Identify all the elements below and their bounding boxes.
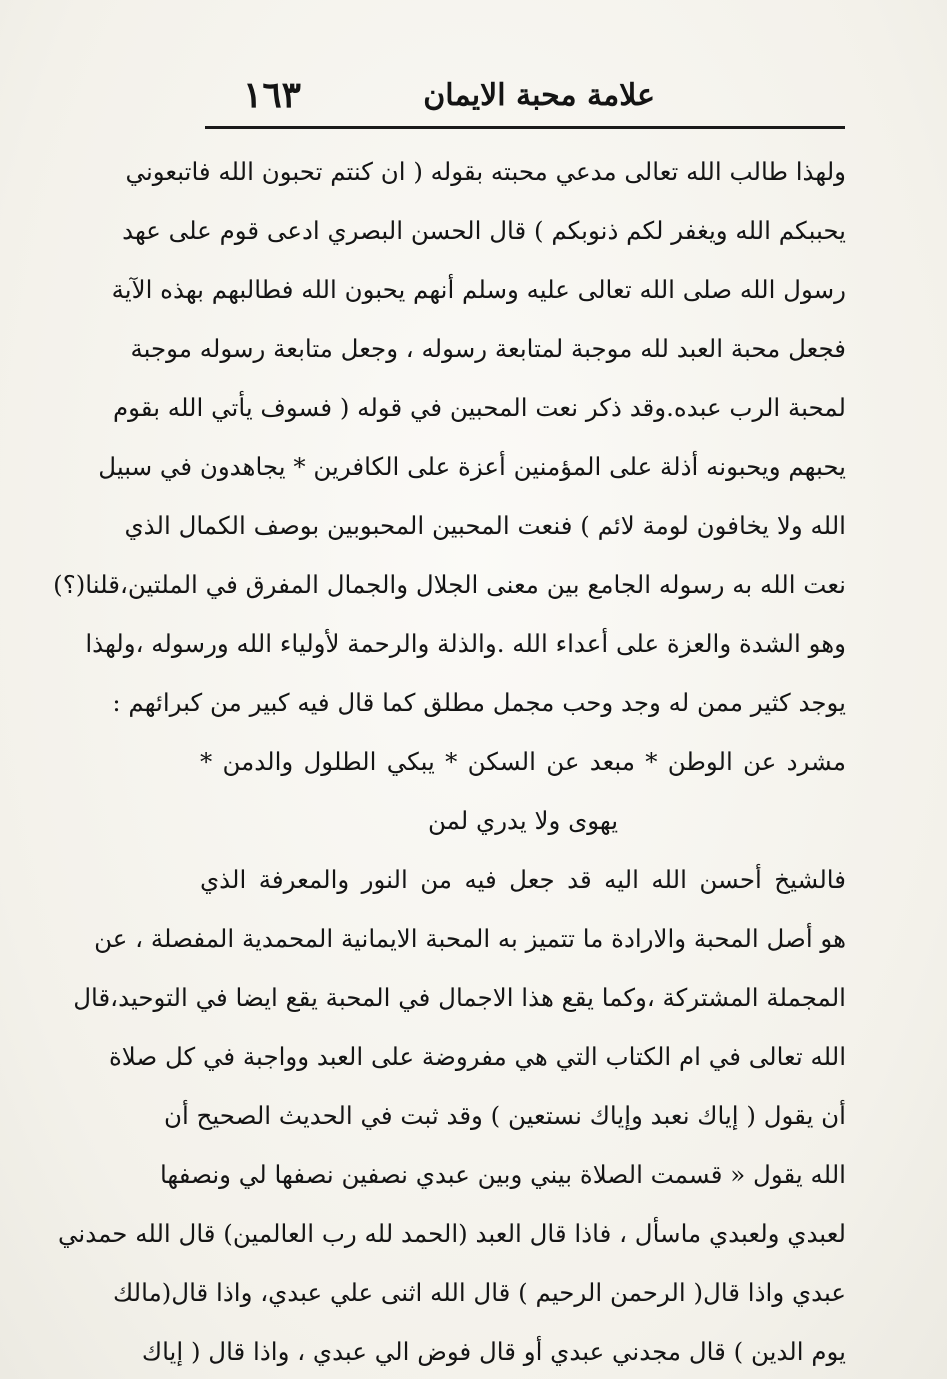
text-line: ولهذا طالب الله تعالى مدعي محبته بقوله ( ان كنتم تحبون الله فاتبعوني (125, 157, 846, 186)
text-line: يحببكم الله ويغفر لكم ذنوبكم ) قال الحسن البصري ادعى قوم على عهد (122, 216, 846, 245)
text-line: لعبدي ولعبدي ماسأل ، فاذا قال العبد (الحمد لله رب العالمين) قال الله حمدني (58, 1219, 846, 1248)
text-line: لمحبة الرب عبده.وقد ذكر نعت المحبين في قوله ( فسوف يأتي الله بقوم (112, 393, 846, 422)
text-line: هو أصل المحبة والارادة ما تتميز به المحبة الايمانية المحمدية المفصلة ، عن (94, 924, 846, 953)
text-line: يوم الدين ) قال مجدني عبدي أو قال فوض الي عبدي ، واذا قال ( إياك (141, 1337, 846, 1366)
text-line: عبدي واذا قال( الرحمن الرحيم ) قال الله اثنى علي عبدي، واذا قال(مالك (113, 1278, 846, 1307)
running-title: علامة محبة الايمان (423, 78, 655, 113)
text-line: فالشيخ أحسن الله اليه قد جعل فيه من النور والمعرفة الذي (200, 865, 846, 894)
header-rule (205, 126, 845, 129)
verse-line: يهوى ولا يدري لمن (427, 806, 619, 835)
verse-line: مشرد عن الوطن * مبعد عن السكن * يبكي الطلول والدمن * (200, 747, 846, 776)
text-line: أن يقول ( إياك نعبد وإياك نستعين ) وقد ثبت في الحديث الصحيح أن (163, 1101, 846, 1130)
running-header (205, 74, 845, 122)
text-line: نعت الله به رسوله الجامع بين معنى الجلال والجمال المفرق في الملتين،قلنا(؟) (53, 570, 846, 599)
text-line: الله ولا يخافون لومة لائم ) فنعت المحبين المحبوبين بوصف الكمال الذي (124, 511, 846, 540)
page-number: ١٦٣ (243, 74, 302, 116)
text-line: الله يقول « قسمت الصلاة بيني وبين عبدي نصفين نصفها لي ونصفها (159, 1160, 846, 1189)
text-line: المجملة المشتركة ،وكما يقع هذا الاجمال في المحبة يقع ايضا في التوحيد،قال (73, 983, 846, 1012)
text-line: وهو الشدة والعزة على أعداء الله .والذلة والرحمة لأولياء الله ورسوله ،ولهذا (85, 629, 846, 658)
text-line: فجعل محبة العبد لله موجبة لمتابعة رسوله ، وجعل متابعة رسوله موجبة (130, 334, 846, 363)
text-line: يحبهم ويحبونه أذلة على المؤمنين أعزة على الكافرين * يجاهدون في سبيل (98, 452, 846, 481)
text-line: يوجد كثير ممن له وجد وحب مجمل مطلق كما قال فيه كبير من كبرائهم : (112, 688, 846, 717)
text-line: الله تعالى في ام الكتاب التي هي مفروضة على العبد وواجبة في كل صلاة (108, 1042, 846, 1071)
text-line: رسول الله صلى الله تعالى عليه وسلم أنهم يحبون الله فطالبهم بهذه الآية (111, 275, 846, 304)
